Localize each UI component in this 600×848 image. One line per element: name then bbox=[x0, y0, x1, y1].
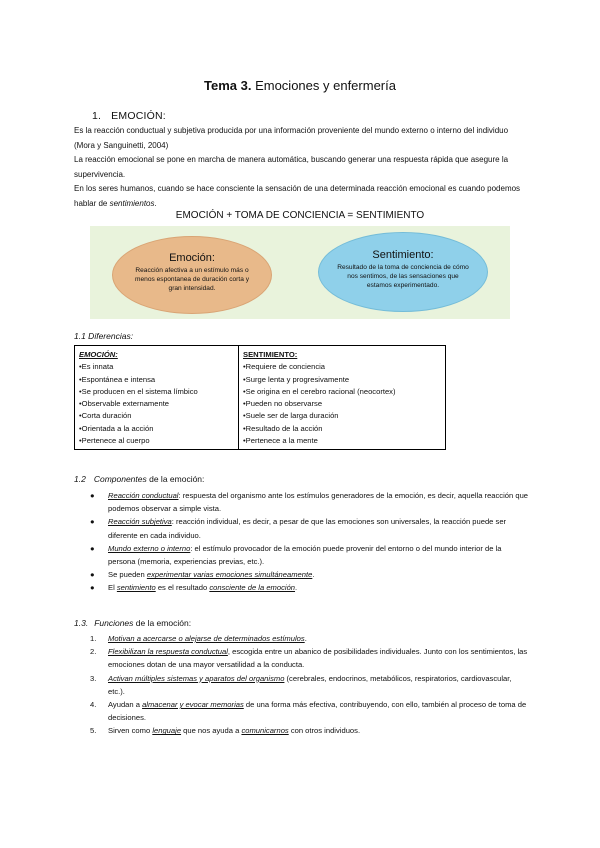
emocion-description: Reacción afectiva a un estímulo más o menos espontanea de duración corta y gran intensidad. bbox=[135, 267, 249, 292]
table-cell-item: •Se producen en el sistema límbico bbox=[79, 386, 198, 396]
sentimiento-ellipse bbox=[318, 232, 488, 312]
definition-paragraph: Es la reacción conductual y subjetiva producida por una información proveniente del mundo externo o interno del individuo (Mora y Sanguinetti, 2004) bbox=[74, 126, 509, 150]
table-cell-item: •Suele ser de larga duración bbox=[243, 411, 339, 421]
list-number: 2. bbox=[90, 647, 97, 657]
page-title bbox=[0, 78, 600, 93]
formula-heading: EMOCIÓN + TOMA DE CONCIENCIA = SENTIMIENTO bbox=[175, 210, 425, 221]
table-cell-item: •Es innata bbox=[79, 362, 114, 372]
sentimiento-column bbox=[239, 346, 446, 450]
automatic-reaction-paragraph: La reacción emocional se pone en marcha de manera automática, buscando generar una respuesta rápida que asegure la supervivencia. bbox=[74, 155, 509, 179]
sentimiento-description: Resultado de la toma de conciencia de cómo nos sentimos, de las sensaciones que estamos experimentado. bbox=[337, 264, 469, 289]
emocion-column-header: EMOCIÓN: bbox=[79, 350, 118, 359]
table-cell-item: •Corta duración bbox=[79, 411, 132, 421]
funciones-heading: 1.3. Funciones de la emoción: bbox=[74, 618, 192, 628]
bullet-icon: ● bbox=[90, 543, 95, 553]
bullet-icon: ● bbox=[90, 583, 95, 593]
list-item: 2. Flexibilizan la respuesta conductual, escogida entre un abanico de posibilidades individuales. Junto con los sentimientos, las emociones dotan de una mayor versatilidad a la conducta. bbox=[90, 647, 528, 670]
funciones-list bbox=[90, 632, 530, 738]
list-item: 4. Ayudan a almacenar y evocar memorias de una forma más efectiva, contribuyendo, con ello, también al proceso de toma de decisiones. bbox=[90, 700, 527, 723]
componentes-list bbox=[90, 489, 530, 595]
list-item: 3. Activan múltiples sistemas y aparatos del organismo (cerebrales, endocrinos, metabólicos, respiratorios, cardiovascular, etc.). bbox=[90, 673, 512, 696]
bullet-icon: ● bbox=[90, 570, 95, 580]
list-item: 5. Sirven como lenguaje que nos ayuda a comunicarnos con otros individuos. bbox=[90, 724, 530, 737]
list-number: 3. bbox=[90, 673, 97, 683]
table-cell-item: •Surge lenta y progresivamente bbox=[243, 374, 350, 384]
list-item: ● Reacción subjetiva: reacción individual, es decir, a pesar de que las emociones son universales, la reacción puede ser diferente en cada individuo. bbox=[90, 517, 507, 540]
table-cell-item: •Orientada a la acción bbox=[79, 423, 154, 433]
list-item: ● Se pueden experimentar varias emociones simultáneamente. bbox=[90, 568, 530, 581]
table-cell-item: •Espontánea e intensa bbox=[79, 374, 156, 384]
list-number: 4. bbox=[90, 700, 97, 710]
title-topic-number: Tema 3. bbox=[204, 78, 252, 93]
list-item: ● Mundo externo o interno: el estímulo provocador de la emoción puede provenir del entorno o del mundo interior de la persona (memoria, experiencias previas, etc.). bbox=[90, 543, 502, 567]
bullet-icon: ● bbox=[90, 491, 95, 500]
list-number: 1. bbox=[90, 634, 97, 643]
table-cell-item: •Pertenece al cuerpo bbox=[79, 436, 150, 446]
list-item: ● Reacción conductual: respuesta del organismo ante los estímulos generadores de la emoción, es decir, aquella reacción que podemos observar a simple vista. bbox=[90, 491, 529, 514]
emotion-feeling-diagram bbox=[90, 226, 510, 319]
table-cell-item: •Requiere de conciencia bbox=[243, 362, 326, 372]
table-cell-item: •Pueden no observarse bbox=[243, 399, 323, 409]
diferencias-heading: 1.1 Diferencias: bbox=[74, 331, 134, 341]
list-number: 5. bbox=[90, 726, 97, 736]
section-heading-emocion: 1. EMOCIÓN: bbox=[92, 110, 166, 122]
emocion-column bbox=[75, 346, 239, 450]
table-cell-item: •Se origina en el cerebro racional (neocortex) bbox=[243, 386, 396, 396]
list-item: 1. Motivan a acercarse o alejarse de determinados estímulos. bbox=[90, 632, 530, 645]
sentimiento-column-header: SENTIMIENTO: bbox=[243, 350, 298, 359]
emocion-ellipse bbox=[112, 236, 272, 314]
componentes-heading: 1.2 Componentes de la emoción: bbox=[74, 474, 205, 484]
table-cell-item: •Pertenece a la mente bbox=[243, 436, 318, 446]
sentiment-paragraph: En los seres humanos, cuando se hace consciente la sensación de una determinada reacción emocional es cuando podemos hablar de sentimientos. bbox=[74, 184, 521, 208]
list-item: ● El sentimiento es el resultado consciente de la emoción. bbox=[90, 581, 530, 594]
sentimiento-title: Sentimiento: bbox=[372, 249, 434, 261]
emocion-title: Emoción: bbox=[169, 252, 215, 264]
table-cell-item: •Resultado de la acción bbox=[243, 423, 323, 433]
title-topic-name: Emociones y enfermería bbox=[251, 78, 396, 93]
table-cell-item: •Observable externamente bbox=[79, 399, 170, 409]
bullet-icon: ● bbox=[90, 517, 95, 527]
differences-table bbox=[74, 345, 446, 450]
